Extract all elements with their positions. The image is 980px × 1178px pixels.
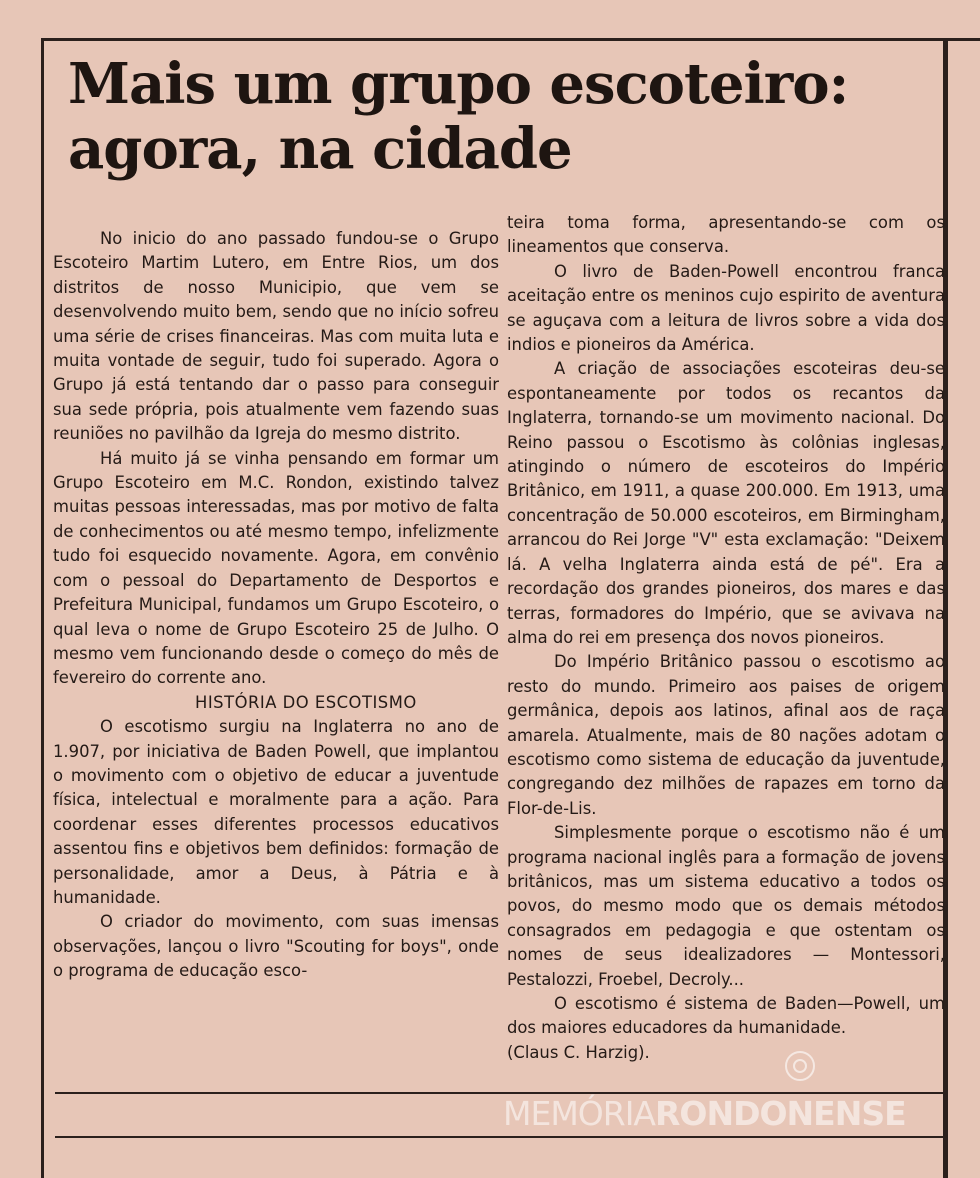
adjacent-column-border	[946, 38, 980, 1178]
paragraph: Há muito já se vinha pensando em formar um Grupo Escoteiro em M.C. Rondon, existindo talvez muitas pessoas interessadas, mas por motivo de falta de conhecimentos ou até mesmo tempo, infelizmente tudo foi esquecido novamente. Agora, em convênio com o pessoal do Departamento de Desportos e Prefeitura Municipal, fundamos um Grupo Escoteiro, o qual leva o nome de Grupo Escoteiro 25 de Julho. O mesmo vem funcionando desde o começo do mês de fevereiro do corrente ano.	[53, 448, 499, 688]
text-column-left	[53, 227, 499, 984]
paragraph: O criador do movimento, com suas imensas observações, lançou o livro "Scouting for boys", onde o programa de educação esco-	[53, 912, 499, 981]
paragraph: No inicio do ano passado fundou-se o Grupo Escoteiro Martim Lutero, em Entre Rios, um dos distritos de nosso Municipio, que vem se desenvolvendo muito bem, sendo que no início sofreu uma série de crises financeiras. Mas com muita luta e muita vontade de seguir, tudo foi superado. Agora o Grupo já está tentando dar o passo para conseguir sua sede própria, pois atualmente vem fazendo suas reuniões no pavilhão da Igreja do mesmo distrito.	[53, 229, 499, 444]
paragraph: O escotismo surgiu na Inglaterra no ano de 1.907, por iniciativa de Baden Powell, que implantou o movimento com o objetivo de educar a juventude física, intelectual e moralmente para a ação. Para coordenar esses diferentes processos educativos assentou fins e objetivos bem definidos: formação de personalidade, amor a Deus, à Pátria e à humanidade.	[53, 717, 499, 907]
article-headline: Mais um grupo escoteiro: agora, na cidade	[68, 51, 849, 182]
paragraph: A criação de associações escoteiras deu-se espontaneamente por todos os recantos da Inglaterra, tornando-se um movimento nacional. Do Reino passou o Escotismo às colônias inglesas, atingindo o número de escoteiros do Império Britânico, em 1911, a quase 200.000. Em 1913, uma concentração de 50.000 escoteiros, em Birmingham, arrancou do Rei Jorge "V" esta exclamação: "Deixem lá. A velha Inglaterra ainda está de pé". Era a recordação dos grandes pioneiros, dos mares e das terras, formadores do Império, que se avivava na alma do rei em presença dos novos pioneiros.	[507, 359, 945, 647]
watermark-part2: RONDONENSE	[655, 1094, 906, 1133]
paragraph-continued: teira toma forma, apresentando-se com os lineamentos que conserva.	[507, 213, 945, 257]
watermark-logo-icon	[776, 1046, 820, 1086]
paragraph: O livro de Baden-Powell encontrou franca aceitação entre os meninos cujo espirito de aventura se aguçava com a leitura de livros sobre a vida dos indios e pioneiros da América.	[507, 261, 945, 355]
paragraph: Do Império Britânico passou o escotismo ao resto do mundo. Primeiro aos paises de origem germânica, depois aos latinos, afinal aos de raça amarela. Atualmente, mais de 80 nações adotam o escotismo como sistema de educação da juventude, congregando dez milhões de rapazes em torno da Flor-de-Lis.	[507, 652, 945, 818]
text-column-right	[507, 211, 945, 1065]
watermark-part1: MEMÓRIA	[503, 1094, 656, 1133]
author-signature: (Claus C. Harzig).	[507, 1042, 650, 1062]
paragraph: O escotismo é sistema de Baden—Powell, um dos maiores educadores da humanidade.	[507, 994, 945, 1038]
paragraph: Simplesmente porque o escotismo não é um programa nacional inglês para a formação de jovens britânicos, mas um sistema educativo a todos os povos, do mesmo modo que os demais métodos consagrados em pedagogia e que ostentam os nomes de seus idealizadores — Montessori, Pestalozzi, Froebel, Decroly...	[507, 823, 945, 989]
bottom-rule	[55, 1136, 945, 1138]
watermark	[503, 1094, 906, 1133]
section-subheading: HISTÓRIA DO ESCOTISMO	[195, 692, 417, 712]
